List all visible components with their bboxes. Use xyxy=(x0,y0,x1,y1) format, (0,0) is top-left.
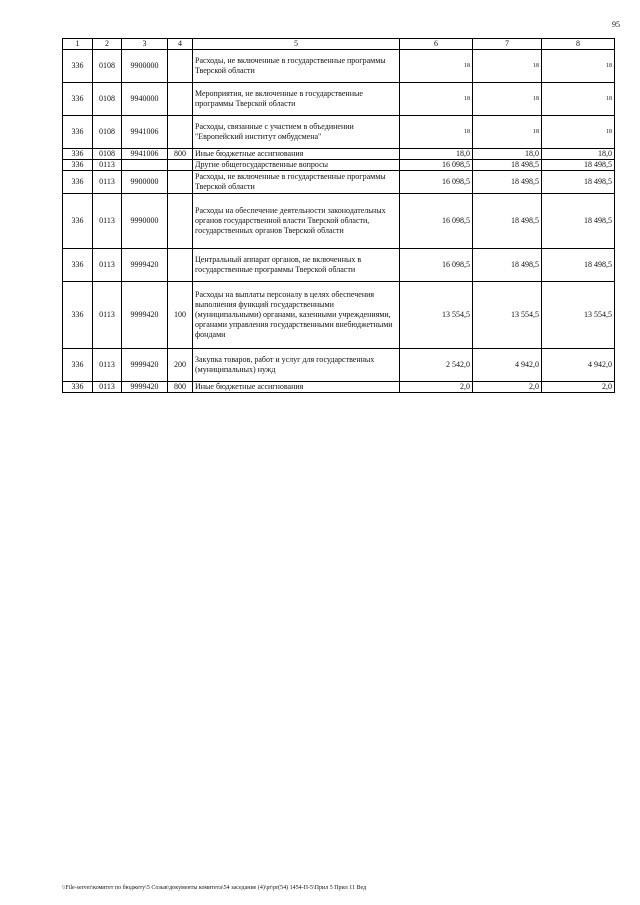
cell-target: 9990000 xyxy=(122,194,168,249)
cell-target: 9900000 xyxy=(122,171,168,194)
cell-target: 9940000 xyxy=(122,83,168,116)
cell-ministry: 336 xyxy=(63,149,93,160)
cell-ministry: 336 xyxy=(63,382,93,393)
cell-section: 0113 xyxy=(93,171,122,194)
cell-target: 9900000 xyxy=(122,50,168,83)
cell-amount-8: 18 498,5 xyxy=(542,171,615,194)
cell-section: 0108 xyxy=(93,50,122,83)
cell-amount-8: 18 498,5 xyxy=(542,160,615,171)
cell-description: Иные бюджетные ассигнования xyxy=(193,149,400,160)
cell-description: Расходы на обеспечение деятельности законодательных органов государственной власти Тверской области, государственных органов Тверской области xyxy=(193,194,400,249)
cell-amount-6: 18 xyxy=(400,50,473,83)
cell-expense-type xyxy=(168,116,193,149)
header-col-7: 7 xyxy=(473,39,542,50)
cell-amount-6: 18 xyxy=(400,116,473,149)
header-col-6: 6 xyxy=(400,39,473,50)
table-row xyxy=(63,50,615,83)
page-number: 95 xyxy=(612,20,620,29)
header-col-4: 4 xyxy=(168,39,193,50)
table-row xyxy=(63,382,615,393)
cell-section: 0113 xyxy=(93,249,122,282)
cell-amount-8: 18 xyxy=(542,83,615,116)
header-col-1: 1 xyxy=(63,39,93,50)
cell-amount-8: 4 942,0 xyxy=(542,349,615,382)
cell-description: Мероприятия, не включенные в государственные программы Тверской области xyxy=(193,83,400,116)
table-row xyxy=(63,249,615,282)
cell-ministry: 336 xyxy=(63,83,93,116)
cell-target xyxy=(122,160,168,171)
cell-amount-7: 18 xyxy=(473,50,542,83)
table-row xyxy=(63,116,615,149)
cell-amount-7: 18 xyxy=(473,83,542,116)
cell-amount-6: 18,0 xyxy=(400,149,473,160)
cell-amount-8: 18 xyxy=(542,50,615,83)
cell-amount-7: 18,0 xyxy=(473,149,542,160)
cell-expense-type xyxy=(168,194,193,249)
cell-section: 0113 xyxy=(93,349,122,382)
cell-amount-6: 2,0 xyxy=(400,382,473,393)
cell-target: 9999420 xyxy=(122,382,168,393)
cell-amount-8: 18 498,5 xyxy=(542,249,615,282)
cell-amount-7: 18 498,5 xyxy=(473,160,542,171)
cell-expense-type: 800 xyxy=(168,149,193,160)
cell-target: 9999420 xyxy=(122,249,168,282)
cell-section: 0113 xyxy=(93,282,122,349)
cell-amount-6: 16 098,5 xyxy=(400,249,473,282)
table-row xyxy=(63,349,615,382)
cell-amount-7: 18 498,5 xyxy=(473,171,542,194)
cell-amount-8: 18 xyxy=(542,116,615,149)
cell-expense-type: 200 xyxy=(168,349,193,382)
cell-target: 9941006 xyxy=(122,149,168,160)
header-col-3: 3 xyxy=(122,39,168,50)
cell-section: 0113 xyxy=(93,194,122,249)
cell-section: 0108 xyxy=(93,116,122,149)
cell-description: Другие общегосударственные вопросы xyxy=(193,160,400,171)
file-path-footer: \\File-server\комитет по бюджету\5 Созыв\документы комитета\54 заседание (4)\pr\pr(54) 1454-П-5\Прил 5 Прил 11 Вед xyxy=(62,885,367,891)
cell-expense-type: 800 xyxy=(168,382,193,393)
cell-description: Расходы на выплаты персоналу в целях обеспечения выполнения функций государственными (муниципальными) органами, казенными учреждениями, органами управления государственными внебюджетными фондами xyxy=(193,282,400,349)
cell-target: 9999420 xyxy=(122,349,168,382)
cell-ministry: 336 xyxy=(63,282,93,349)
table-row xyxy=(63,282,615,349)
cell-description: Иные бюджетные ассигнования xyxy=(193,382,400,393)
cell-section: 0108 xyxy=(93,83,122,116)
cell-description: Расходы, не включенные в государственные программы Тверской области xyxy=(193,50,400,83)
cell-description: Закупка товаров, работ и услуг для государственных (муниципальных) нужд xyxy=(193,349,400,382)
cell-amount-6: 16 098,5 xyxy=(400,160,473,171)
table-header-row xyxy=(63,39,615,50)
table-row xyxy=(63,83,615,116)
header-col-5: 5 xyxy=(193,39,400,50)
header-col-2: 2 xyxy=(93,39,122,50)
cell-expense-type xyxy=(168,50,193,83)
cell-amount-7: 13 554,5 xyxy=(473,282,542,349)
table-row xyxy=(63,149,615,160)
cell-amount-8: 2,0 xyxy=(542,382,615,393)
cell-ministry: 336 xyxy=(63,116,93,149)
budget-table xyxy=(62,38,615,393)
header-col-8: 8 xyxy=(542,39,615,50)
cell-expense-type xyxy=(168,160,193,171)
cell-description: Расходы, связанные с участием в объединении "Европейский институт омбудсмена" xyxy=(193,116,400,149)
cell-ministry: 336 xyxy=(63,349,93,382)
table-row xyxy=(63,160,615,171)
cell-ministry: 336 xyxy=(63,50,93,83)
cell-expense-type xyxy=(168,249,193,282)
cell-ministry: 336 xyxy=(63,171,93,194)
cell-amount-6: 2 542,0 xyxy=(400,349,473,382)
table-row xyxy=(63,194,615,249)
cell-expense-type xyxy=(168,83,193,116)
cell-expense-type xyxy=(168,171,193,194)
cell-target: 9941006 xyxy=(122,116,168,149)
cell-amount-7: 18 xyxy=(473,116,542,149)
cell-ministry: 336 xyxy=(63,249,93,282)
cell-amount-7: 2,0 xyxy=(473,382,542,393)
cell-section: 0108 xyxy=(93,149,122,160)
cell-amount-6: 18 xyxy=(400,83,473,116)
cell-amount-6: 16 098,5 xyxy=(400,171,473,194)
cell-amount-7: 18 498,5 xyxy=(473,194,542,249)
cell-amount-8: 13 554,5 xyxy=(542,282,615,349)
cell-amount-6: 16 098,5 xyxy=(400,194,473,249)
cell-section: 0113 xyxy=(93,382,122,393)
cell-section: 0113 xyxy=(93,160,122,171)
cell-amount-7: 4 942,0 xyxy=(473,349,542,382)
cell-amount-6: 13 554,5 xyxy=(400,282,473,349)
cell-description: Центральный аппарат органов, не включенных в государственные программы Тверской области xyxy=(193,249,400,282)
cell-target: 9999420 xyxy=(122,282,168,349)
cell-amount-8: 18,0 xyxy=(542,149,615,160)
cell-amount-8: 18 498,5 xyxy=(542,194,615,249)
table-row xyxy=(63,171,615,194)
cell-amount-7: 18 498,5 xyxy=(473,249,542,282)
cell-ministry: 336 xyxy=(63,194,93,249)
cell-description: Расходы, не включенные в государственные программы Тверской области xyxy=(193,171,400,194)
cell-expense-type: 100 xyxy=(168,282,193,349)
cell-ministry: 336 xyxy=(63,160,93,171)
